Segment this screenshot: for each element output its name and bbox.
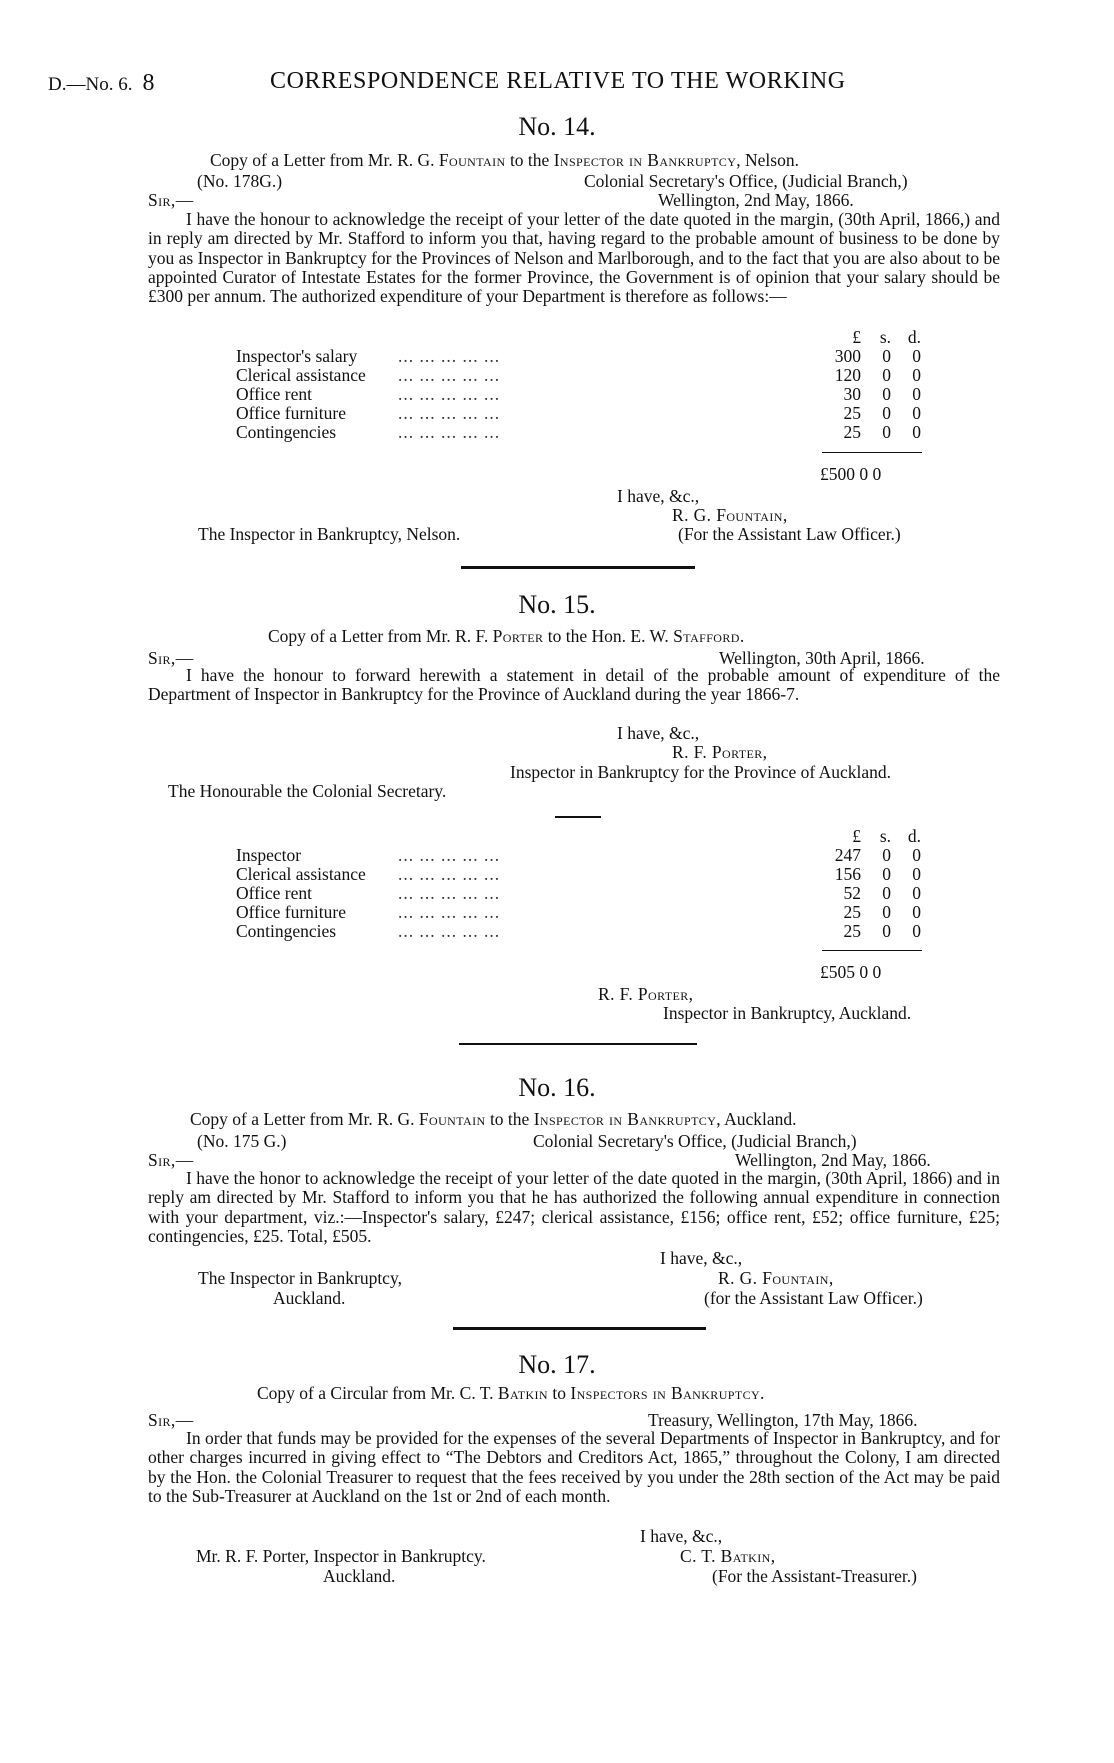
table-total: £505 0 0	[820, 962, 882, 982]
signer: R. G. Fountain,	[672, 505, 788, 525]
section-divider	[459, 1043, 697, 1045]
page-title: CORRESPONDENCE RELATIVE TO THE WORKING	[270, 68, 846, 94]
signer: C. T. Batkin,	[680, 1546, 776, 1566]
letter-number: No. 16.	[518, 1073, 596, 1102]
table-row: Clerical assistance ... ... ... ... ... 156 0 0	[236, 864, 921, 884]
salutation: Sir,—	[148, 1410, 194, 1430]
table-row: Inspector ... ... ... ... ... 247 0 0	[236, 845, 921, 865]
addressee-place: Auckland.	[273, 1288, 346, 1308]
short-divider	[555, 816, 601, 818]
signer-note: (For the Assistant Law Officer.)	[678, 524, 901, 544]
page-number: 8	[142, 70, 155, 96]
letter-body: In order that funds may be provided for the expenses of the several Departments of Inspector in Bankruptcy, and for other charges incurred in giving effect to “The Debtors and Creditors Act, 1865,” throughout the Colony, I am directed by the Hon. the Colonial Treasurer to request that the fees received by you under the 28th section of the Act may be paid to the Sub-Treasurer at Auckland on the 1st or 2nd of each month.	[148, 1428, 1000, 1506]
table-row: Office furniture ... ... ... ... ... 25 0 0	[236, 403, 921, 423]
signer: R. F. Porter,	[598, 984, 694, 1004]
addressee: The Honourable the Colonial Secretary.	[168, 781, 447, 801]
office-line: Colonial Secretary's Office, (Judicial Branch,)	[533, 1131, 857, 1151]
signer-note: (for the Assistant Law Officer.)	[704, 1288, 923, 1308]
closing: I have, &c.,	[640, 1526, 723, 1546]
expenditure-table	[236, 827, 921, 941]
place-date: Wellington, 2nd May, 1866.	[735, 1150, 931, 1170]
letter-body: I have the honor to acknowledge the receipt of your letter of the date quoted in the margin, (30th April, 1866) and in reply am directed by Mr. Stafford to inform you that he has authorized the following annual expenditure in connection with your department, viz.:—Inspector's salary, £247; clerical assistance, £156; office rent, £52; office furniture, £25; contingencies, £25. Total, £505.	[148, 1168, 1000, 1246]
signer: R. G. Fountain,	[718, 1268, 834, 1288]
table-header-row: £ s. d.	[852, 826, 921, 846]
addressee: The Inspector in Bankruptcy,	[198, 1268, 402, 1288]
salutation: Sir,—	[148, 190, 194, 210]
letter-caption: Copy of a Letter from Mr. R. F. Porter to the Hon. E. W. Stafford.	[268, 626, 745, 646]
salutation: Sir,—	[148, 1150, 194, 1170]
table-total: £500 0 0	[820, 464, 882, 484]
table-row: Clerical assistance ... ... ... ... ... 120 0 0	[236, 365, 921, 385]
letter-number: No. 17.	[518, 1350, 596, 1379]
table-row: Office rent ... ... ... ... ... 52 0 0	[236, 883, 921, 903]
addressee: Mr. R. F. Porter, Inspector in Bankruptcy.	[196, 1546, 486, 1566]
letter-body: I have the honour to forward herewith a statement in detail of the probable amount of expenditure of the Department of Inspector in Bankruptcy for the Province of Auckland during the year 1866-7.	[148, 665, 1000, 705]
signer: R. F. Porter,	[672, 742, 768, 762]
table-row: Contingencies ... ... ... ... ... 25 0 0	[236, 921, 921, 941]
letter-body: I have the honour to acknowledge the receipt of your letter of the date quoted in the margin, (30th April, 1866,) and in reply am directed by Mr. Stafford to inform you that, having regard to the probable amount of business to be done by you as Inspector in Bankruptcy for the Provinces of Nelson and Marlborough, and to the fact that you are also about to be appointed Curator of Intestate Estates for the former Province, the Government is of opinion that your salary should be £300 per annum. The authorized expenditure of your Department is therefore as follows:—	[148, 209, 1000, 307]
signer-note: (For the Assistant-Treasurer.)	[712, 1566, 917, 1586]
closing: I have, &c.,	[617, 486, 700, 506]
salutation: Sir,—	[148, 648, 194, 668]
closing: I have, &c.,	[660, 1248, 743, 1268]
letter-caption: Copy of a Circular from Mr. C. T. Batkin to Inspectors in Bankruptcy.	[257, 1383, 765, 1403]
table-row: Office rent ... ... ... ... ... 30 0 0	[236, 384, 921, 404]
letter-caption: Copy of a Letter from Mr. R. G. Fountain to the Inspector in Bankruptcy, Nelson.	[210, 150, 799, 170]
place-date: Wellington, 30th April, 1866.	[719, 648, 925, 668]
closing: I have, &c.,	[617, 723, 700, 743]
letter-number: No. 14.	[518, 112, 596, 141]
table-row: Office furniture ... ... ... ... ... 25 0 0	[236, 902, 921, 922]
place-date: Treasury, Wellington, 17th May, 1866.	[648, 1410, 918, 1430]
page-reference: D.—No. 6. 8	[48, 70, 155, 96]
section-divider	[461, 566, 695, 569]
letter-caption: Copy of a Letter from Mr. R. G. Fountain to the Inspector in Bankruptcy, Auckland.	[190, 1109, 797, 1129]
table-row: Inspector's salary ... ... ... ... ... 300 0 0	[236, 346, 921, 366]
total-rule	[822, 950, 922, 951]
office-line: Colonial Secretary's Office, (Judicial Branch,)	[584, 171, 908, 191]
signer-title: Inspector in Bankruptcy for the Province of Auckland.	[510, 762, 892, 782]
table-row: Contingencies ... ... ... ... ... 25 0 0	[236, 422, 921, 442]
expenditure-table	[236, 328, 921, 442]
total-rule	[822, 452, 922, 453]
addressee-place: Auckland.	[323, 1566, 396, 1586]
addressee: The Inspector in Bankruptcy, Nelson.	[198, 524, 461, 544]
signer-title: Inspector in Bankruptcy, Auckland.	[663, 1003, 912, 1023]
letter-ref: (No. 178G.)	[197, 171, 283, 191]
table-header-row: £ s. d.	[852, 327, 921, 347]
letter-ref: (No. 175 G.)	[197, 1131, 287, 1151]
letter-number: No. 15.	[518, 590, 596, 619]
section-divider	[453, 1327, 706, 1330]
place-date: Wellington, 2nd May, 1866.	[658, 190, 854, 210]
